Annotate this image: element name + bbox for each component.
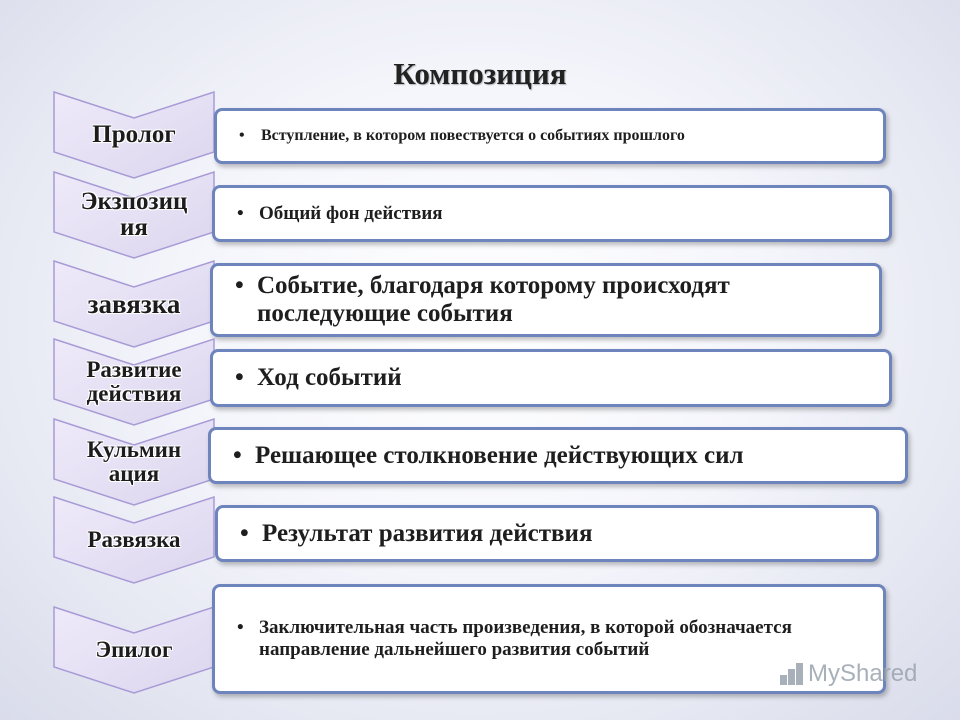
stage-description: • Событие, благодаря которому происходят последующие события bbox=[257, 272, 865, 328]
stage-description-box bbox=[210, 263, 882, 337]
stage-label: Развитие действия bbox=[86, 356, 182, 406]
stage-label: Экзпозиц ия bbox=[80, 187, 188, 241]
stage-chevron bbox=[54, 261, 214, 347]
stage-chevron bbox=[54, 607, 214, 693]
stage-label: Пролог bbox=[92, 120, 176, 148]
stage-description: • Общий фон действия bbox=[259, 203, 443, 225]
stage-description: • Заключительная часть произведения, в которой обозначается направление дальнейшего развития событий bbox=[259, 617, 869, 661]
watermark-text: MyShared bbox=[808, 660, 918, 687]
myshared-logo-icon bbox=[780, 663, 802, 685]
stage-label: Эпилог bbox=[95, 636, 173, 662]
stage-description: • Ход событий bbox=[257, 364, 402, 392]
stage-description-box bbox=[210, 349, 892, 407]
stage-description-box bbox=[214, 108, 886, 164]
watermark bbox=[780, 660, 917, 688]
stage-label: Развязка bbox=[87, 526, 181, 552]
stage-chevron bbox=[54, 92, 214, 178]
stage-label: Кульмин ация bbox=[86, 436, 182, 486]
stage-description-box bbox=[215, 505, 879, 562]
stage-chevron bbox=[54, 419, 214, 505]
stage-label: завязка bbox=[87, 288, 181, 319]
stage-chevron bbox=[54, 172, 214, 258]
stage-description-box bbox=[212, 185, 892, 242]
stage-chevron bbox=[54, 497, 214, 583]
diagram-title: Композиция bbox=[393, 56, 567, 91]
stage-description-box bbox=[208, 427, 908, 484]
stage-chevron bbox=[54, 339, 214, 425]
stage-description: • Решающее столкновение действующих сил bbox=[255, 442, 744, 470]
stage-description: • Вступление, в котором повествуется о событиях прошлого bbox=[261, 127, 685, 145]
stage-description: • Результат развития действия bbox=[262, 520, 592, 548]
